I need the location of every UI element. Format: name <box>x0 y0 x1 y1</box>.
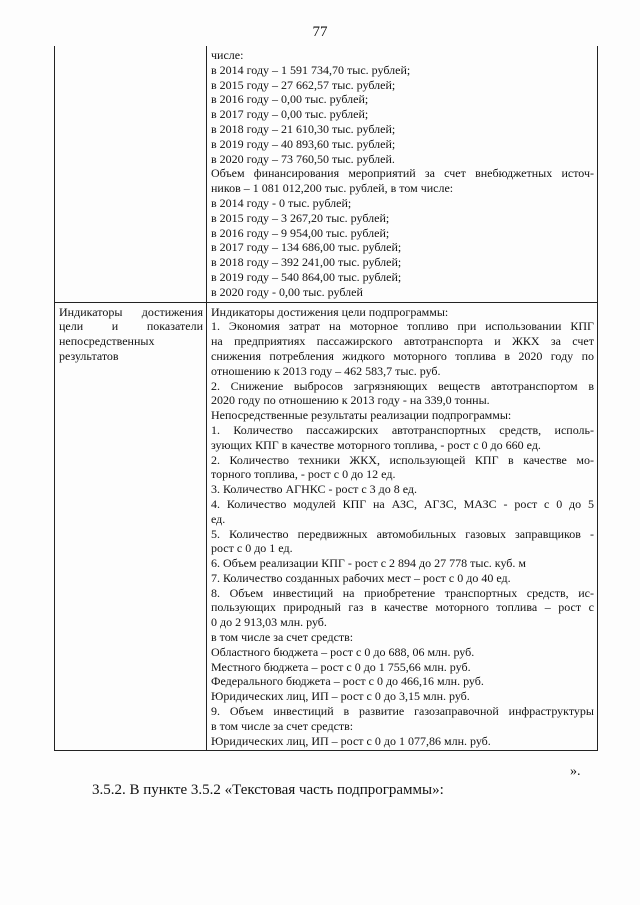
financing-line: в 2017 году – 0,00 тыс. рублей; <box>211 107 369 122</box>
indicator-line: снижения потребления жидкого моторного топлива в 2020 году по <box>211 348 594 363</box>
financing-line: ников – 1 081 012,200 тыс. рублей, в том числе: <box>211 181 454 196</box>
indicator-line: 1. Количество пассажирских автотранспортных средств, исполь- <box>211 422 594 437</box>
financing-line: в 2020 году - 0,00 тыс. рублей <box>211 284 363 299</box>
financing-line: в 2015 году – 3 267,20 тыс. рублей; <box>211 210 390 225</box>
financing-line: в 2015 году – 27 662,57 тыс. рублей; <box>211 77 396 92</box>
financing-label-cell <box>55 46 207 302</box>
indicator-line: на предприятиях пассажирского автотранспорта и ЖКХ за счет <box>211 334 594 349</box>
indicator-line: Юридических лиц, ИП – рост с 0 до 1 077,86 млн. руб. <box>211 733 491 748</box>
indicators-row <box>55 302 598 751</box>
indicators-label: Индикаторы достижения цели и показатели непосредственных результатов <box>59 304 203 363</box>
financing-line: Объем финансирования мероприятий за счет внебюджетных источ- <box>211 166 594 181</box>
financing-line: в 2014 году - 0 тыс. рублей; <box>211 195 352 210</box>
financing-line: в 2016 году – 0,00 тыс. рублей; <box>211 92 369 107</box>
indicator-line: Непосредственные результаты реализации подпрограммы: <box>211 408 512 423</box>
indicator-line: 9. Объем инвестиций в развитие газозаправочной инфраструктуры <box>211 704 594 719</box>
financing-line: в 2019 году – 540 864,00 тыс. рублей; <box>211 269 402 284</box>
indicator-line: 2. Количество техники ЖКХ, использующей КПГ в качестве мо- <box>211 452 594 467</box>
indicator-line: 2020 году по отношению к 2013 году - на 339,0 тонны. <box>211 393 490 408</box>
indicator-line: Юридических лиц, ИП – рост с 0 до 3,15 млн. руб. <box>211 689 470 704</box>
indicator-line: 2. Снижение выбросов загрязняющих веществ автотранспортом в <box>211 378 594 393</box>
indicator-line: Индикаторы достижения цели подпрограммы: <box>211 304 449 319</box>
financing-row <box>55 46 598 302</box>
financing-line: в 2017 году – 134 686,00 тыс. рублей; <box>211 240 402 255</box>
financing-line: в 2016 году – 9 954,00 тыс. рублей; <box>211 225 390 240</box>
financing-line: числе: <box>211 48 244 62</box>
page-number: 77 <box>312 24 328 40</box>
indicator-line: ед. <box>211 511 226 526</box>
financing-line: в 2019 году – 40 893,60 тыс. рублей; <box>211 136 396 151</box>
indicator-line: пользующих природный газ в качестве моторного топлива – рост с <box>211 600 594 615</box>
closing-quote: ». <box>570 764 581 779</box>
indicator-line: 4. Количество модулей КПГ на АЗС, АГЗС, МАЗС - рост с 0 до 5 <box>211 496 594 511</box>
indicator-line: 3. Количество АГНКС - рост с 3 до 8 ед. <box>211 482 418 497</box>
indicator-line: 1. Экономия затрат на моторное топливо при использовании КПГ <box>211 319 594 334</box>
financing-cell <box>207 46 598 302</box>
financing-line: в 2018 году – 392 241,00 тыс. рублей; <box>211 255 402 270</box>
indicator-line: 6. Объем реализации КПГ - рост с 2 894 до 27 778 тыс. куб. м <box>211 556 526 571</box>
indicator-line: Областного бюджета – рост с 0 до 688, 06 млн. руб. <box>211 644 475 659</box>
indicators-cell <box>207 302 598 751</box>
indicator-line: рост с 0 до 1 ед. <box>211 541 293 556</box>
indicator-line: в том числе за счет средств: <box>211 718 354 733</box>
passport-table <box>54 46 598 751</box>
financing-line: в 2014 году – 1 591 734,70 тыс. рублей; <box>211 62 411 77</box>
financing-line: в 2020 году – 73 760,50 тыс. рублей. <box>211 151 395 166</box>
indicator-line: зующих КПГ в качестве моторного топлива, - рост с 0 до 660 ед. <box>211 437 541 452</box>
indicator-line: торного топлива, - рост с 0 до 12 ед. <box>211 467 396 482</box>
indicator-line: 7. Количество созданных рабочих мест – рост с 0 до 40 ед. <box>211 570 511 585</box>
section-paragraph: 3.5.2. В пункте 3.5.2 «Текстовая часть подпрограммы»: <box>92 782 444 798</box>
indicator-line: Федерального бюджета – рост с 0 до 466,16 млн. руб. <box>211 674 484 689</box>
indicator-line: 0 до 2 913,03 млн. руб. <box>211 615 327 630</box>
indicator-line: в том числе за счет средств: <box>211 630 354 645</box>
indicator-line: отношению к 2013 году – 462 583,7 тыс. руб. <box>211 363 441 378</box>
financing-line: в 2018 году – 21 610,30 тыс. рублей; <box>211 121 396 136</box>
indicator-line: Местного бюджета – рост с 0 до 1 755,66 млн. руб. <box>211 659 471 674</box>
indicators-label-cell <box>55 302 207 751</box>
indicator-line: 8. Объем инвестиций на приобретение транспортных средств, ис- <box>211 585 594 600</box>
indicator-line: 5. Количество передвижных автомобильных газовых заправщиков - <box>211 526 594 541</box>
